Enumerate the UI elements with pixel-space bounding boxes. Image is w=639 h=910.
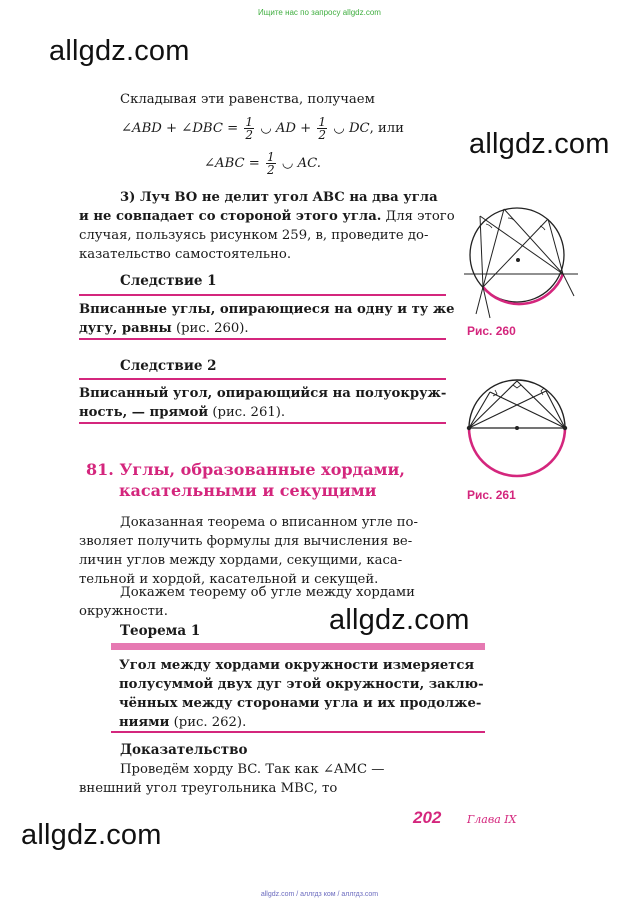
formula-part: ◡ AD + — [256, 121, 316, 136]
paragraph-intro: Доказанная теорема о вписанном угле по- зволяет получить формулы для вычисления ве- личин углов между хордами, секущими, каса- тельной и хордой, касательной и секущей. — [79, 515, 418, 587]
footer-links: allgdz.com / аллгдз ком / аллгдз.com — [260, 891, 379, 898]
watermark: allgdz.com — [329, 604, 470, 636]
theorem-bottom-rule — [111, 731, 485, 733]
formula-abc — [204, 151, 321, 176]
formula-part: ∠ABC = — [204, 156, 265, 171]
theorem-1-text: Угол между хордами окружности измеряется полусуммой двух дуг этой окружности, заклю- чённых между сторонами угла и их продолже- ниями (рис. 262). — [119, 658, 484, 730]
page-number: 202 — [413, 808, 442, 827]
theorem-1-heading: Теорема 1 — [120, 623, 201, 639]
chapter-label: Глава IX — [467, 813, 517, 826]
paragraph-theorem-lead: Докажем теорему об угле между хордами окружности. — [79, 585, 415, 619]
watermark: allgdz.com — [469, 128, 610, 160]
theorem-top-bar — [111, 643, 485, 650]
proof-heading: Доказательство — [120, 742, 248, 758]
figure-260 — [462, 206, 582, 324]
section-81-heading: 81. Углы, образованные хордами, касательными и секущими — [86, 460, 405, 500]
fraction-half: $\frac{1}{2}$ — [318, 115, 327, 142]
corollary-2-text: Вписанный угол, опирающийся на полуокруж- ность, — прямой (рис. 261). — [79, 386, 447, 420]
corollary-1-heading: Следствие 1 — [120, 273, 217, 289]
top-note: Ищите нас по запросу allgdz.com — [258, 8, 381, 17]
proof-text: Проведём хорду BC. Так как ∠AMC — внешний угол треугольника MBC, то — [79, 762, 385, 796]
rule-top — [79, 378, 446, 380]
rule-top — [79, 294, 446, 296]
fraction-half: $\frac{1}{2}$ — [245, 115, 253, 142]
figure-260-caption: Рис. 260 — [467, 324, 516, 338]
fraction-half: $\frac{1}{2}$ — [267, 150, 275, 177]
figure-261-caption: Рис. 261 — [467, 488, 516, 502]
case-3-paragraph: 3) Луч BO не делит угол ABC на два угла и не совпадает со стороной этого угла. Для этого случая, пользуясь рисунком 259, в, проведите до- казательство самостоятельно. — [79, 190, 455, 262]
rule-bottom — [79, 338, 446, 340]
formula-sum — [121, 116, 404, 141]
intro-text: Складывая эти равенства, получаем — [120, 92, 375, 107]
formula-tail: , или — [369, 121, 404, 136]
formula-part: ◡ AC. — [277, 156, 321, 171]
corollary-1-text: Вписанные углы, опирающиеся на одну и ту же дугу, равны (рис. 260). — [79, 302, 455, 336]
figure-261 — [464, 378, 570, 482]
formula-part: ◡ DC — [329, 121, 370, 136]
watermark: allgdz.com — [49, 35, 190, 67]
rule-bottom — [79, 422, 446, 424]
corollary-2-heading: Следствие 2 — [120, 358, 217, 374]
watermark: allgdz.com — [21, 819, 162, 851]
formula-part: ∠ABD + ∠DBC = — [121, 121, 243, 136]
